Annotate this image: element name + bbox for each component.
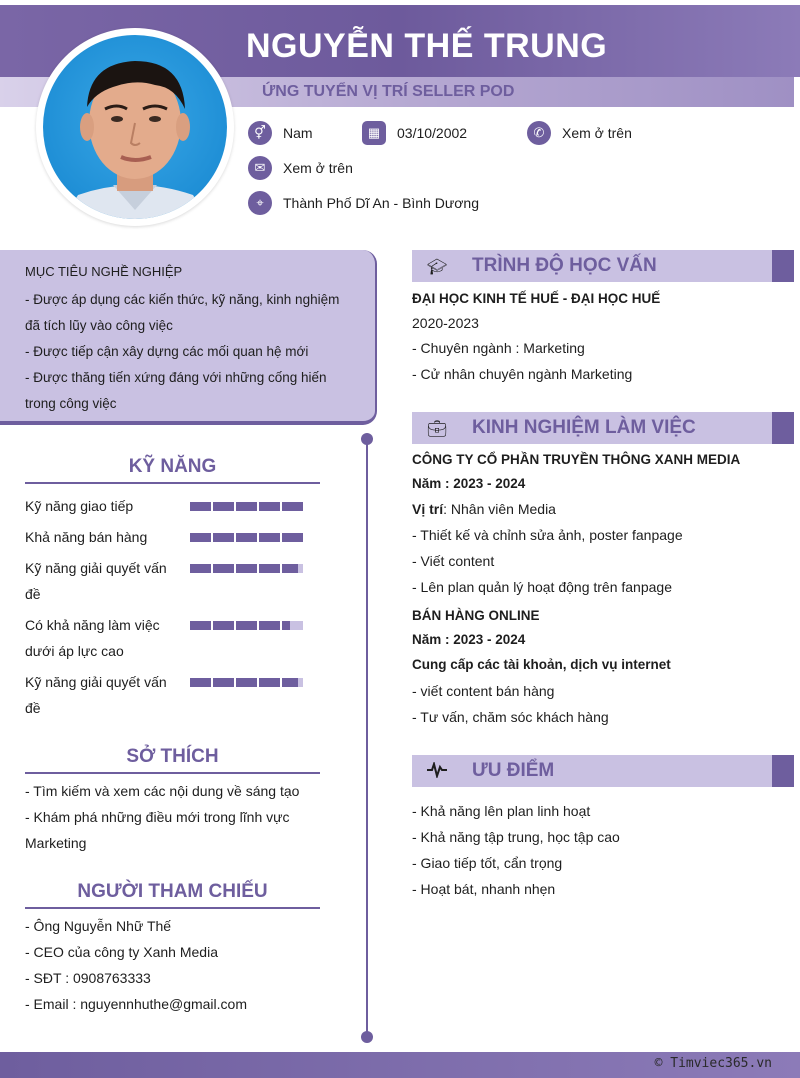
skill-bar-segment (190, 533, 211, 542)
skill-level-bar (190, 533, 305, 542)
job-headline: Cung cấp các tài khoản, dịch vụ internet (412, 657, 671, 672)
skill-bar-segment (213, 502, 234, 511)
hobbies-title: SỞ THÍCH (25, 744, 320, 774)
skill-bar-segment (259, 678, 280, 687)
skill-bar-segment (282, 502, 303, 511)
email-field (248, 156, 353, 180)
skill-level-bar (190, 502, 305, 511)
reference-line: - CEO của công ty Xanh Media (25, 944, 218, 960)
strengths-header (412, 755, 794, 787)
address-field (248, 191, 479, 215)
dob-value: 03/10/2002 (397, 125, 468, 141)
skill-bar-segment (236, 533, 257, 542)
timeline-dot-top (361, 433, 373, 445)
job-role (412, 496, 792, 522)
skill-bar-segment (236, 678, 257, 687)
skill-bar-segment (282, 533, 303, 542)
skill-bar-segment (213, 678, 234, 687)
objective-line: đã tích lũy vào công việc (25, 318, 173, 333)
skill-bar-segment (259, 533, 280, 542)
skill-item (25, 524, 325, 550)
job-duty: - Thiết kế và chỉnh sửa ảnh, poster fanpage (412, 527, 683, 543)
strength-line: - Hoạt bát, nhanh nhẹn (412, 881, 556, 897)
footer-credit: © Timviec365.vn (654, 1056, 772, 1071)
skill-bar-segment (282, 564, 303, 573)
objective-title: MỤC TIÊU NGHỀ NGHIỆP (25, 264, 183, 279)
skill-name: Kỹ năng giải quyết vấn (25, 560, 167, 576)
footer-band (0, 1052, 800, 1078)
gender-icon: ⚥ (248, 121, 272, 145)
gender-value: Nam (283, 125, 313, 141)
skill-bar-segment (236, 564, 257, 573)
skill-bar-segment (190, 502, 211, 511)
skill-bar-segment (236, 621, 257, 630)
hobby-line: - Tìm kiếm và xem các nội dung về sáng tạo (25, 783, 300, 799)
job-role-value: : Nhân viên Media (443, 501, 556, 517)
skill-bar-segment (213, 564, 234, 573)
email-icon: ✉ (248, 156, 272, 180)
gender-field (248, 121, 313, 145)
strength-line: - Khả năng tập trung, học tập cao (412, 829, 620, 845)
location-icon: ⌖ (248, 191, 272, 215)
strength-line: - Khả năng lên plan linh hoạt (412, 803, 591, 819)
avatar (43, 35, 227, 219)
objective-line: - Được thăng tiến xứng đáng với những cống hiến (25, 370, 327, 385)
skill-level-bar (190, 678, 305, 687)
skill-bar-segment (282, 678, 303, 687)
skill-level-bar (190, 621, 305, 630)
objective-line: - Được tiếp cận xây dựng các mối quan hệ mới (25, 344, 309, 359)
education-line: - Cử nhân chuyên ngành Marketing (412, 366, 633, 382)
skill-bar-segment (259, 502, 280, 511)
graduation-cap-icon: 🎓︎ (427, 259, 448, 276)
reference-line: - SĐT : 0908763333 (25, 970, 151, 986)
job-duty: - Lên plan quản lý hoạt động trên fanpage (412, 579, 672, 595)
job-company: BÁN HÀNG ONLINE (412, 608, 540, 623)
objective-line: trong công việc (25, 396, 117, 411)
skill-level-bar (190, 564, 305, 573)
pulse-icon (427, 762, 447, 783)
skill-bar-segment (259, 564, 280, 573)
education-title: TRÌNH ĐỘ HỌC VẤN (472, 255, 657, 276)
job-duty: - Tư vấn, chăm sóc khách hàng (412, 709, 609, 725)
education-header (412, 250, 794, 282)
skill-bar-segment (236, 502, 257, 511)
candidate-name: NGUYỄN THẾ TRUNG (246, 27, 608, 65)
reference-line: - Email : nguyennhuthe@gmail.com (25, 996, 247, 1012)
skill-name: Khả năng bán hàng (25, 529, 148, 545)
skill-bar-segment (213, 621, 234, 630)
skill-name: Có khả năng làm việc (25, 617, 160, 633)
skill-item (25, 493, 325, 519)
skill-name: Kỹ năng giải quyết vấn (25, 674, 167, 690)
phone-field (527, 121, 632, 145)
skill-item (25, 555, 325, 607)
hobby-line: Marketing (25, 835, 87, 851)
dob-field (362, 121, 467, 145)
job-role-label: Vị trí (412, 501, 444, 517)
experience-title: KINH NGHIỆM LÀM VIỆC (472, 417, 696, 438)
calendar-icon: ▦ (362, 121, 386, 145)
objective-line: - Được áp dụng các kiến thức, kỹ năng, kinh nghiệm (25, 292, 340, 307)
job-years: Năm : 2023 - 2024 (412, 476, 526, 491)
skill-bar-segment (213, 533, 234, 542)
job-duty: - viết content bán hàng (412, 683, 555, 699)
skills-title: KỸ NĂNG (25, 454, 320, 484)
job-company: CÔNG TY CỔ PHẦN TRUYỀN THÔNG XANH MEDIA (412, 452, 741, 467)
skill-bar-segment (259, 621, 280, 630)
skill-bar-segment (190, 621, 211, 630)
skill-item (25, 612, 325, 664)
experience-header (412, 412, 794, 444)
briefcase-icon: 💼︎ (427, 421, 448, 438)
phone-icon: ✆ (527, 121, 551, 145)
email-value: Xem ở trên (283, 160, 353, 176)
school-name: ĐẠI HỌC KINH TẾ HUẾ - ĐẠI HỌC HUẾ (412, 291, 661, 306)
job-duty: - Viết content (412, 553, 495, 569)
timeline-dot-bottom (361, 1031, 373, 1043)
skill-name-cont: dưới áp lực cao (25, 643, 124, 659)
strength-line: - Giao tiếp tốt, cẩn trọng (412, 855, 563, 871)
education-line: - Chuyên ngành : Marketing (412, 340, 585, 356)
career-objective (0, 250, 377, 425)
address-value: Thành Phố Dĩ An - Bình Dương (283, 195, 479, 211)
applied-position: ỨNG TUYỂN VỊ TRÍ SELLER POD (262, 83, 515, 100)
skill-bar-segment (282, 621, 303, 630)
skill-name-cont: đề (25, 586, 41, 602)
skill-bar-segment (190, 678, 211, 687)
job-years: Năm : 2023 - 2024 (412, 632, 526, 647)
timeline-line (366, 440, 368, 1036)
references-title: NGƯỜI THAM CHIẾU (25, 879, 320, 909)
skill-name: Kỹ năng giao tiếp (25, 498, 134, 514)
reference-line: - Ông Nguyễn Nhữ Thế (25, 918, 172, 934)
school-years: 2020-2023 (412, 315, 479, 331)
phone-value: Xem ở trên (562, 125, 632, 141)
strengths-title: ƯU ĐIỂM (472, 760, 555, 781)
skill-bar-segment (190, 564, 211, 573)
hobby-line: - Khám phá những điều mới trong lĩnh vực (25, 809, 290, 825)
skill-name-cont: đề (25, 700, 41, 716)
skill-item (25, 669, 325, 721)
